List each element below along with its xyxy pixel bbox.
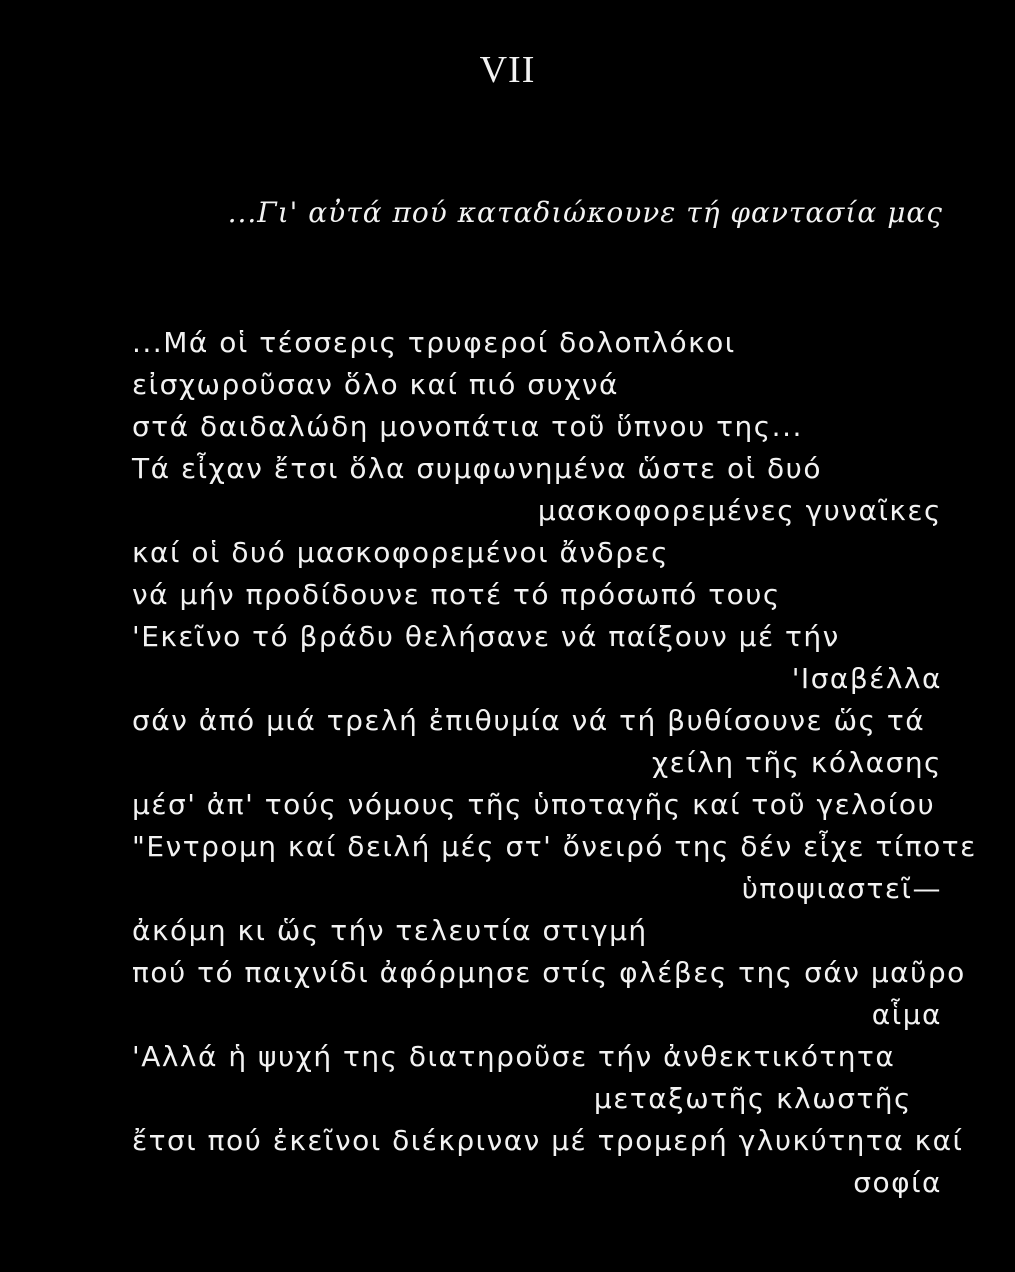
poem-line-continuation: αἷμα xyxy=(871,998,942,1031)
poem-line-continuation: χείλη τῆς κόλασης xyxy=(651,746,942,779)
poem-line: μέσ' ἀπ' τούς νόμους τῆς ὑποταγῆς καί τοῦ γελοίου xyxy=(132,788,936,821)
poem-line: καί οἱ δυό μασκοφορεμένοι ἄνδρες xyxy=(132,536,670,569)
chapter-heading: VII xyxy=(479,49,536,91)
epigraph: ...Γι' αὐτά πού καταδιώκουνε τή φαντασία μας xyxy=(227,196,943,229)
poem-line: 'Εκεῖνο τό βράδυ θελήσανε νά παίξουν μέ τήν xyxy=(132,620,840,653)
poem-line: στά δαιδαλώδη μονοπάτια τοῦ ὕπνου της... xyxy=(132,410,803,443)
poem-line-continuation: μασκοφορεμένες γυναῖκες xyxy=(537,494,942,527)
poem-line-continuation: ὑποψιαστεῖ— xyxy=(741,872,942,905)
poem-line: ἔτσι πού ἐκεῖνοι διέκριναν μέ τρομερή γλυκύτητα καί xyxy=(132,1124,964,1157)
poem-line-continuation: σοφία xyxy=(853,1166,942,1199)
poem-line: νά μήν προδίδουνε ποτέ τό πρόσωπό τους xyxy=(132,578,781,611)
poem-line: Τά εἶχαν ἔτσι ὅλα συμφωνημένα ὥστε οἱ δυό xyxy=(132,452,822,485)
poem-line: 'Αλλά ἡ ψυχή της διατηροῦσε τήν ἀνθεκτικότητα xyxy=(132,1040,896,1073)
poem-line: πού τό παιχνίδι ἀφόρμησε στίς φλέβες της σάν μαῦρο xyxy=(132,956,966,989)
poem-line: σάν ἀπό μιά τρελή ἐπιθυμία νά τή βυθίσουνε ὥς τά xyxy=(132,704,926,737)
poem-line-continuation: 'Ισαβέλλα xyxy=(791,662,942,695)
poem-line-continuation: μεταξωτῆς κλωστῆς xyxy=(593,1082,912,1115)
poem-line: ἀκόμη κι ὥς τήν τελευτία στιγμή xyxy=(132,914,648,947)
poem-body xyxy=(132,322,977,1204)
poem-line: ...Μά οἱ τέσσερις τρυφεροί δολοπλόκοι xyxy=(132,326,736,359)
poem-line: εἰσχωροῦσαν ὅλο καί πιό συχνά xyxy=(132,368,619,401)
poem-line: "Εντρομη καί δειλή μές στ' ὄνειρό της δέν εἶχε τίποτε xyxy=(132,830,977,863)
